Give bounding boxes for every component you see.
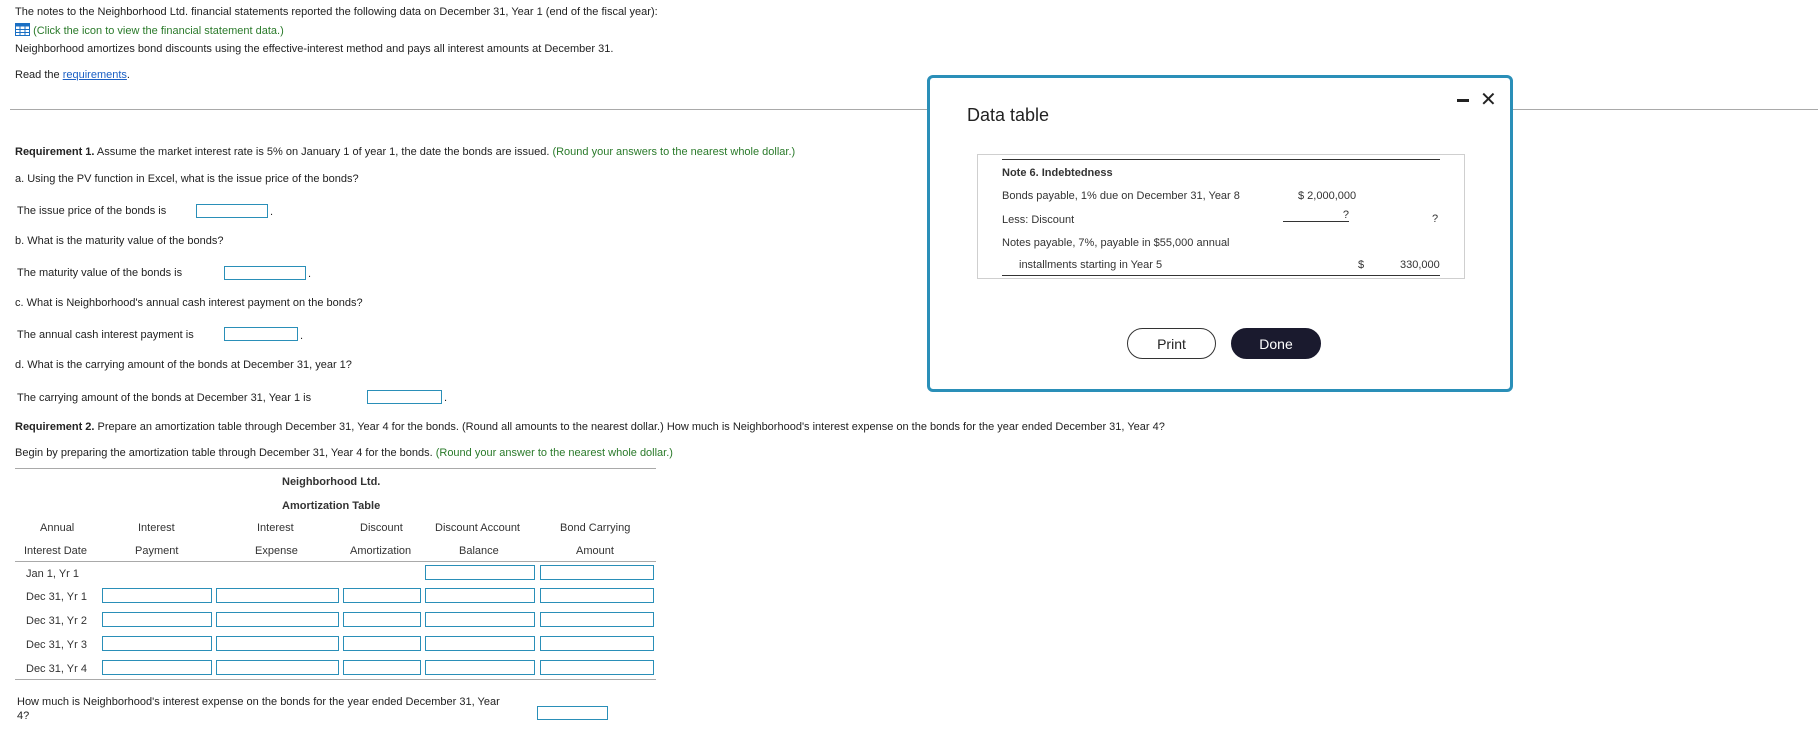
- table-bottom-rule: [15, 679, 656, 680]
- view-data-link[interactable]: (Click the icon to view the financial statement data.): [33, 25, 284, 37]
- carrying-amount-cell-input[interactable]: [540, 588, 654, 603]
- final-question-cont: 4?: [17, 710, 30, 722]
- discount-balance-input[interactable]: [425, 588, 535, 603]
- note-bottom-rule: [1002, 275, 1440, 276]
- discount-amortization-input[interactable]: [343, 636, 421, 651]
- col-header-annual: Annual: [40, 522, 75, 534]
- interest-payment-input[interactable]: [102, 660, 212, 675]
- col-header-amortization: Amortization: [350, 545, 412, 557]
- discount-net: ?: [1432, 213, 1439, 225]
- col-header-payment: Payment: [135, 545, 179, 557]
- final-question: How much is Neighborhood's interest expense on the bonds for the year ended December 31, Year: [17, 696, 500, 708]
- discount-amortization-input[interactable]: [343, 660, 421, 675]
- row-label: Dec 31, Yr 1: [26, 591, 87, 603]
- req1-a-question: a. Using the PV function in Excel, what is the issue price of the bonds?: [15, 173, 359, 185]
- req2-heading: Requirement 2. Prepare an amortization table through December 31, Year 4 for the bonds. (Round all amounts to the nearest dollar.) How much is Neighborhood's interest expense on the bonds for the year ended December 31, Year 4?: [15, 421, 1165, 433]
- year4-interest-expense-input[interactable]: [537, 706, 608, 720]
- req1-c-question: c. What is Neighborhood's annual cash interest payment on the bonds?: [15, 297, 363, 309]
- carrying-amount-input[interactable]: [367, 390, 442, 404]
- table-title: Neighborhood Ltd.: [282, 476, 381, 488]
- notes-dollar: $: [1358, 259, 1365, 271]
- close-icon[interactable]: ✕: [1480, 89, 1497, 111]
- requirements-link[interactable]: requirements: [62, 69, 127, 81]
- interest-expense-input[interactable]: [216, 636, 339, 651]
- req1-b-question: b. What is the maturity value of the bonds?: [15, 235, 224, 247]
- data-table-modal: [927, 75, 1513, 392]
- row-label: Dec 31, Yr 2: [26, 615, 87, 627]
- cash-interest-input[interactable]: [224, 327, 298, 341]
- amortization-note: Neighborhood amortizes bond discounts using the effective-interest method and pays all interest amounts at December 31.: [15, 43, 614, 55]
- row-label: Dec 31, Yr 3: [26, 639, 87, 651]
- notes-value: 330,000: [1400, 259, 1440, 271]
- col-header-discount: Discount: [360, 522, 403, 534]
- minimize-icon[interactable]: [1457, 99, 1469, 102]
- carrying-amount-cell-input[interactable]: [540, 612, 654, 627]
- col-header-discount-account: Discount Account: [435, 522, 520, 534]
- col-header-interest: Interest: [138, 522, 175, 534]
- data-link-row[interactable]: [15, 23, 284, 39]
- carrying-amount-cell-input[interactable]: [540, 660, 654, 675]
- table-top-rule: [15, 468, 656, 469]
- discount-balance-input[interactable]: [425, 636, 535, 651]
- table-grid-icon[interactable]: [15, 23, 30, 39]
- read-requirements: Read the requirements.: [15, 69, 130, 81]
- period: .: [444, 392, 448, 404]
- note-title: Note 6. Indebtedness: [1002, 167, 1113, 179]
- req2-begin: Begin by preparing the amortization table through December 31, Year 4 for the bonds. (Round your answer to the nearest whole dollar.): [15, 447, 673, 459]
- col-header-bond-carrying: Bond Carrying: [560, 522, 631, 534]
- col-header-balance: Balance: [459, 545, 499, 557]
- carrying-amount-cell-input[interactable]: [540, 565, 654, 580]
- print-button[interactable]: Print: [1127, 328, 1216, 359]
- done-button[interactable]: Done: [1231, 328, 1321, 359]
- discount-balance-input[interactable]: [425, 612, 535, 627]
- maturity-value-label: The maturity value of the bonds is: [17, 267, 183, 279]
- discount-amortization-input[interactable]: [343, 612, 421, 627]
- req1-heading: Requirement 1. Assume the market interest rate is 5% on January 1 of year 1, the date the bonds are issued. (Round your answers to the nearest whole dollar.): [15, 146, 796, 158]
- modal-title: Data table: [967, 105, 1050, 125]
- maturity-value-input[interactable]: [224, 266, 306, 280]
- row-label: Dec 31, Yr 4: [26, 663, 87, 675]
- note-table: [977, 154, 1465, 279]
- period: .: [308, 268, 312, 280]
- discount-balance-input[interactable]: [425, 565, 535, 580]
- col-header-interest-date: Interest Date: [24, 545, 87, 557]
- issue-price-label: The issue price of the bonds is: [17, 205, 167, 217]
- col-header-amount: Amount: [576, 545, 614, 557]
- req1-d-question: d. What is the carrying amount of the bonds at December 31, year 1?: [15, 359, 352, 371]
- discount-label: Less: Discount: [1002, 214, 1075, 226]
- carrying-amount-cell-input[interactable]: [540, 636, 654, 651]
- header-rule: [15, 561, 656, 562]
- discount-value: ?: [1283, 209, 1349, 222]
- period: .: [300, 330, 304, 342]
- issue-price-input[interactable]: [196, 204, 268, 218]
- table-subtitle: Amortization Table: [282, 500, 381, 512]
- interest-expense-input[interactable]: [216, 660, 339, 675]
- col-header-interest2: Interest: [257, 522, 294, 534]
- section-divider: [10, 109, 1818, 110]
- row-label: Jan 1, Yr 1: [26, 568, 79, 580]
- note-top-rule: [1002, 159, 1440, 160]
- interest-payment-input[interactable]: [102, 588, 212, 603]
- cash-interest-label: The annual cash interest payment is: [17, 329, 194, 341]
- intro-line: The notes to the Neighborhood Ltd. financial statements reported the following data on December 31, Year 1 (end of the fiscal year):: [15, 6, 658, 18]
- bonds-label: Bonds payable, 1% due on December 31, Year 8: [1002, 190, 1240, 202]
- period: .: [270, 206, 274, 218]
- bonds-value: $ 2,000,000: [1298, 190, 1357, 202]
- discount-amortization-input[interactable]: [343, 588, 421, 603]
- carrying-amount-label: The carrying amount of the bonds at December 31, Year 1 is: [17, 392, 312, 404]
- interest-payment-input[interactable]: [102, 612, 212, 627]
- interest-expense-input[interactable]: [216, 588, 339, 603]
- interest-payment-input[interactable]: [102, 636, 212, 651]
- discount-balance-input[interactable]: [425, 660, 535, 675]
- notes-label-cont: installments starting in Year 5: [1019, 259, 1163, 271]
- notes-label: Notes payable, 7%, payable in $55,000 annual: [1002, 237, 1230, 249]
- col-header-expense: Expense: [255, 545, 298, 557]
- interest-expense-input[interactable]: [216, 612, 339, 627]
